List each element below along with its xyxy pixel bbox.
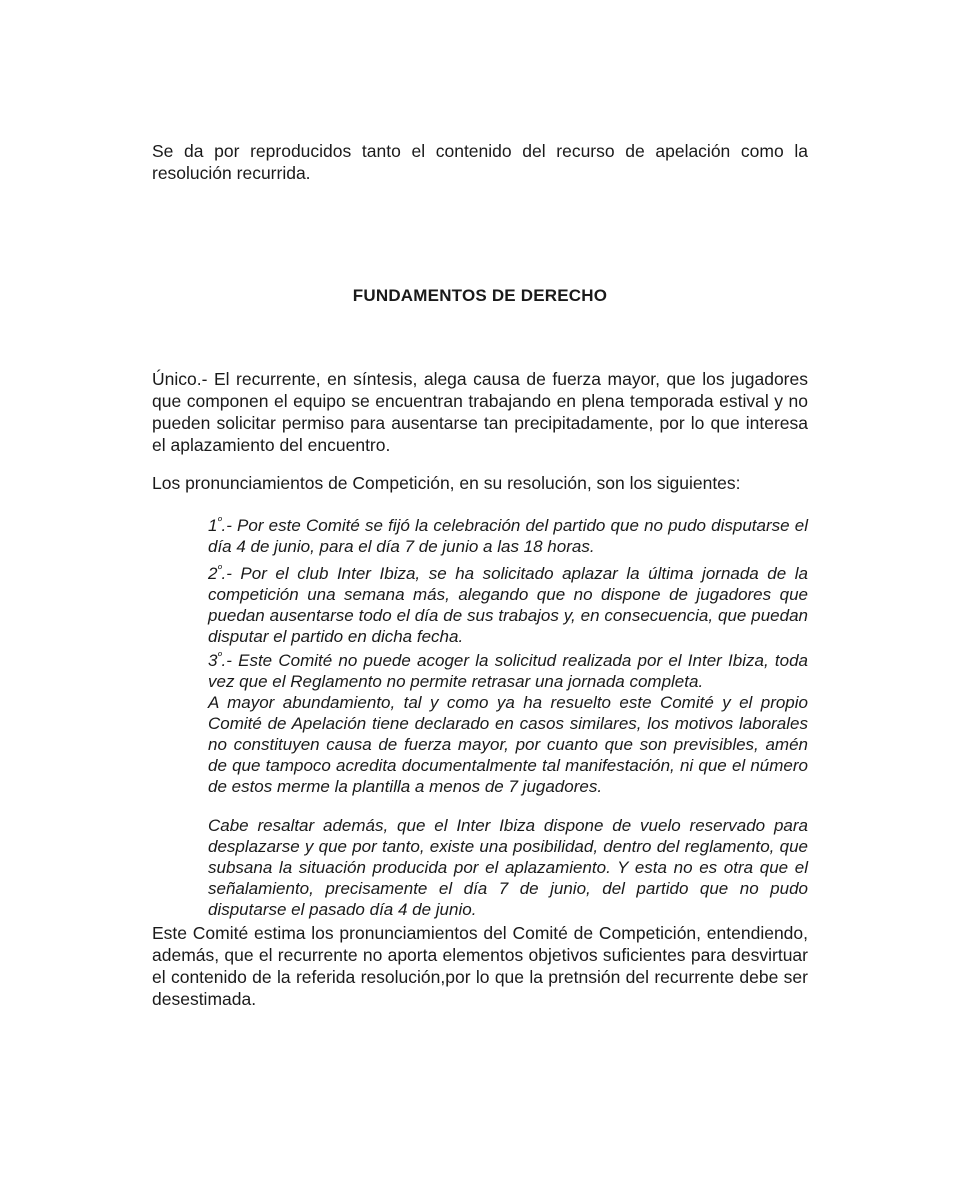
section-heading: FUNDAMENTOS DE DERECHO [352, 286, 608, 305]
ordinal-mark: º [217, 650, 222, 663]
point-3-number: 3 [208, 651, 218, 670]
intro-paragraph: Se da por reproducidos tanto el contenido del recurso de apelación como la resolución recurrida. [152, 141, 808, 183]
closing-paragraph: Este Comité estima los pronunciamientos del Comité de Competición, entendiendo, además, que el recurrente no aporta elementos objetivos suficientes para desvirtuar el contenido de la referida resolución,por lo que la pretnsión del recurrente debe ser desestimada. [152, 923, 808, 1009]
point-2-text: .- Por el club Inter Ibiza, se ha solicitado aplazar la última jornada de la competición una semana más, alegando que no dispone de jugadores que puedan ausentarse todo el día de sus trabajos y, en consecuencia, que puedan disputar el partido en dicha fecha. [208, 564, 808, 646]
abundance-paragraph: A mayor abundamiento, tal y como ya ha resuelto este Comité y el propio Comité de Apelación tiene declarado en casos similares, los motivos laborales no constituyen causa de fuerza mayor, por cuanto que son previsibles, amén de que tampoco acredita documentalmente tal manifestación, ni que el número de estos merme la plantilla a menos de 7 jugadores. [208, 693, 808, 796]
emphasis-paragraph: Cabe resaltar además, que el Inter Ibiza dispone de vuelo reservado para desplazarse y que por tanto, existe una posibilidad, dentro del reglamento, que subsana la situación producida por el aplazamiento. Y esta no es otra que el señalamiento, precisamente el día 7 de junio, del partido que no pudo disputarse el pasado día 4 de junio. [208, 816, 808, 919]
pronouncements-intro: Los pronunciamientos de Competición, en su resolución, son los siguientes: [152, 473, 741, 493]
point-3-text: .- Este Comité no puede acoger la solicitud realizada por el Inter Ibiza, toda vez que el Reglamento no permite retrasar una jornada completa. [208, 651, 808, 691]
point-1-number: 1 [208, 516, 218, 535]
point-3 [208, 650, 808, 692]
point-2-number: 2 [208, 564, 218, 583]
ordinal-mark: º [217, 515, 222, 528]
point-1 [208, 515, 808, 557]
unico-paragraph: Único.- El recurrente, en síntesis, alega causa de fuerza mayor, que los jugadores que componen el equipo se encuentran trabajando en plena temporada estival y no pueden solicitar permiso para ausentarse tan precipitadamente, por lo que interesa el aplazamiento del encuentro. [152, 369, 808, 455]
point-1-text: .- Por este Comité se fijó la celebración del partido que no pudo disputarse el día 4 de junio, para el día 7 de junio a las 18 horas. [208, 516, 808, 556]
ordinal-mark: º [217, 563, 222, 576]
point-2 [208, 563, 808, 647]
